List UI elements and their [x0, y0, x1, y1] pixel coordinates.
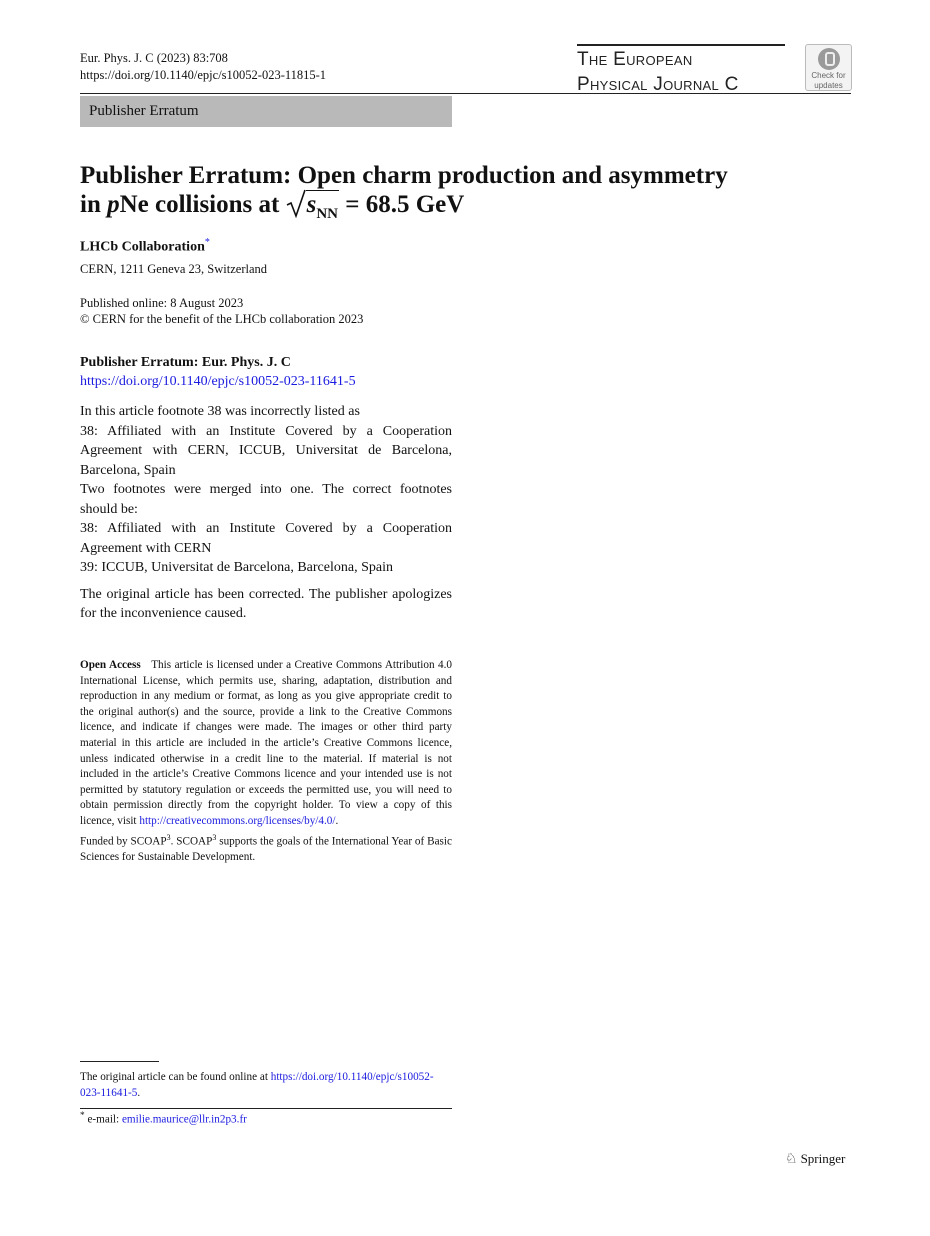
open-access-notice: Open Access This article is licensed under a Creative Commons Attribution 4.0 International License, which permits use, sharing, adaptation, distribution and reproduction in any medium or format, as long as you give appropriate credit to the original author(s) and the source, provide a link to the Creative Commons licence, and indicate if changes were made. The images or other third party material in this article are included in the article’s Creative Commons licence, unless indicated otherwise in a credit line to the material. If material is not included in the article’s Creative Commons licence and your intended use is not permitted by statutory regulation or exceeds the permitted use, you will need to obtain permission directly from the copyright holder. To view a copy of this licence, visit http://creativecommons.org/licenses/by/4.0/. Funded by SCOAP$^3$. SCOAP$^3$ supports the goals of the International Year of Basic Sciences for Sustainable Development.	[80, 658, 452, 865]
journal-name-line1: The European	[577, 49, 693, 70]
sqrt-symbol: $s_{NN}$	[286, 190, 339, 229]
body-paragraph: Two footnotes were merged into one. The correct footnotes should be:	[80, 482, 452, 517]
article-type-bar	[80, 96, 452, 127]
footnote-divider	[80, 1061, 159, 1062]
title-line-2: in pNe collisions at $s_{NN} = 68.5$ GeV	[80, 190, 780, 229]
body-paragraph: 39: ICCUB, Universitat de Barcelona, Barcelona, Spain	[80, 560, 393, 575]
article-doi: https://doi.org/10.1140/epjc/s10052-023-11815-1	[80, 68, 327, 82]
publication-info	[80, 295, 363, 327]
title-line-1: Publisher Erratum: Open charm production and asymmetry	[80, 162, 728, 189]
email-footnote: * e-mail: emilie.maurice@llr.in2p3.fr	[80, 1111, 247, 1126]
funding-note: Funded by SCOAP$^3$. SCOAP$^3$ supports the goals of the International Year of Basic Sciences for Sustainable Development.	[80, 832, 452, 863]
erratum-body	[80, 402, 452, 624]
badge-text-2: updates	[814, 81, 843, 90]
bookmark-icon	[818, 48, 840, 70]
email-link[interactable]: emilie.maurice@llr.in2p3.fr	[121, 1113, 247, 1126]
body-paragraph: In this article footnote 38 was incorrectly listed as	[80, 404, 360, 419]
springer-horse-icon: ♘	[785, 1152, 798, 1167]
reference-label: Publisher Erratum: Eur. Phys. J. C	[80, 355, 291, 370]
check-for-updates-badge[interactable]	[805, 44, 852, 91]
article-type: Publisher Erratum	[89, 103, 199, 119]
header-divider	[80, 93, 851, 94]
running-header	[80, 50, 326, 84]
original-article-link[interactable]: https://doi.org/10.1140/epjc/s10052-023-11641-5	[80, 1071, 434, 1099]
published-date: Published online: 8 August 2023	[80, 296, 244, 310]
original-article-footnote: The original article can be found online at https://doi.org/10.1140/epjc/s10052-023-11641-5.	[80, 1071, 434, 1099]
author-email-mark[interactable]: *	[204, 237, 210, 248]
body-paragraph: 38: Affiliated with an Institute Covered by a Cooperation Agreement with CERN	[80, 521, 452, 556]
reference-link[interactable]: https://doi.org/10.1140/epjc/s10052-023-11641-5	[80, 374, 356, 389]
publisher-logo: ♘ Springer	[785, 1151, 846, 1167]
author: LHCb Collaboration*	[80, 237, 210, 255]
journal-name-line2: Physical Journal C	[577, 74, 739, 95]
open-access-label: Open Access	[80, 659, 141, 671]
body-paragraph: The original article has been corrected. The publisher apologizes for the inconvenience caused.	[80, 586, 452, 621]
affiliation: CERN, 1211 Geneva 23, Switzerland	[80, 262, 267, 276]
citation: Eur. Phys. J. C (2023) 83:708	[80, 51, 228, 65]
article-title	[80, 161, 780, 229]
license-link[interactable]: http://creativecommons.org/licenses/by/4.0/	[139, 814, 336, 827]
badge-text-1: Check for	[811, 71, 846, 80]
copyright: © CERN for the benefit of the LHCb collaboration 2023	[80, 312, 364, 326]
body-paragraph: 38: Affiliated with an Institute Covered by a Cooperation Agreement with CERN, ICCUB, Universitat de Barcelona, Barcelona, Spain	[80, 423, 452, 478]
journal-logo	[577, 44, 785, 96]
